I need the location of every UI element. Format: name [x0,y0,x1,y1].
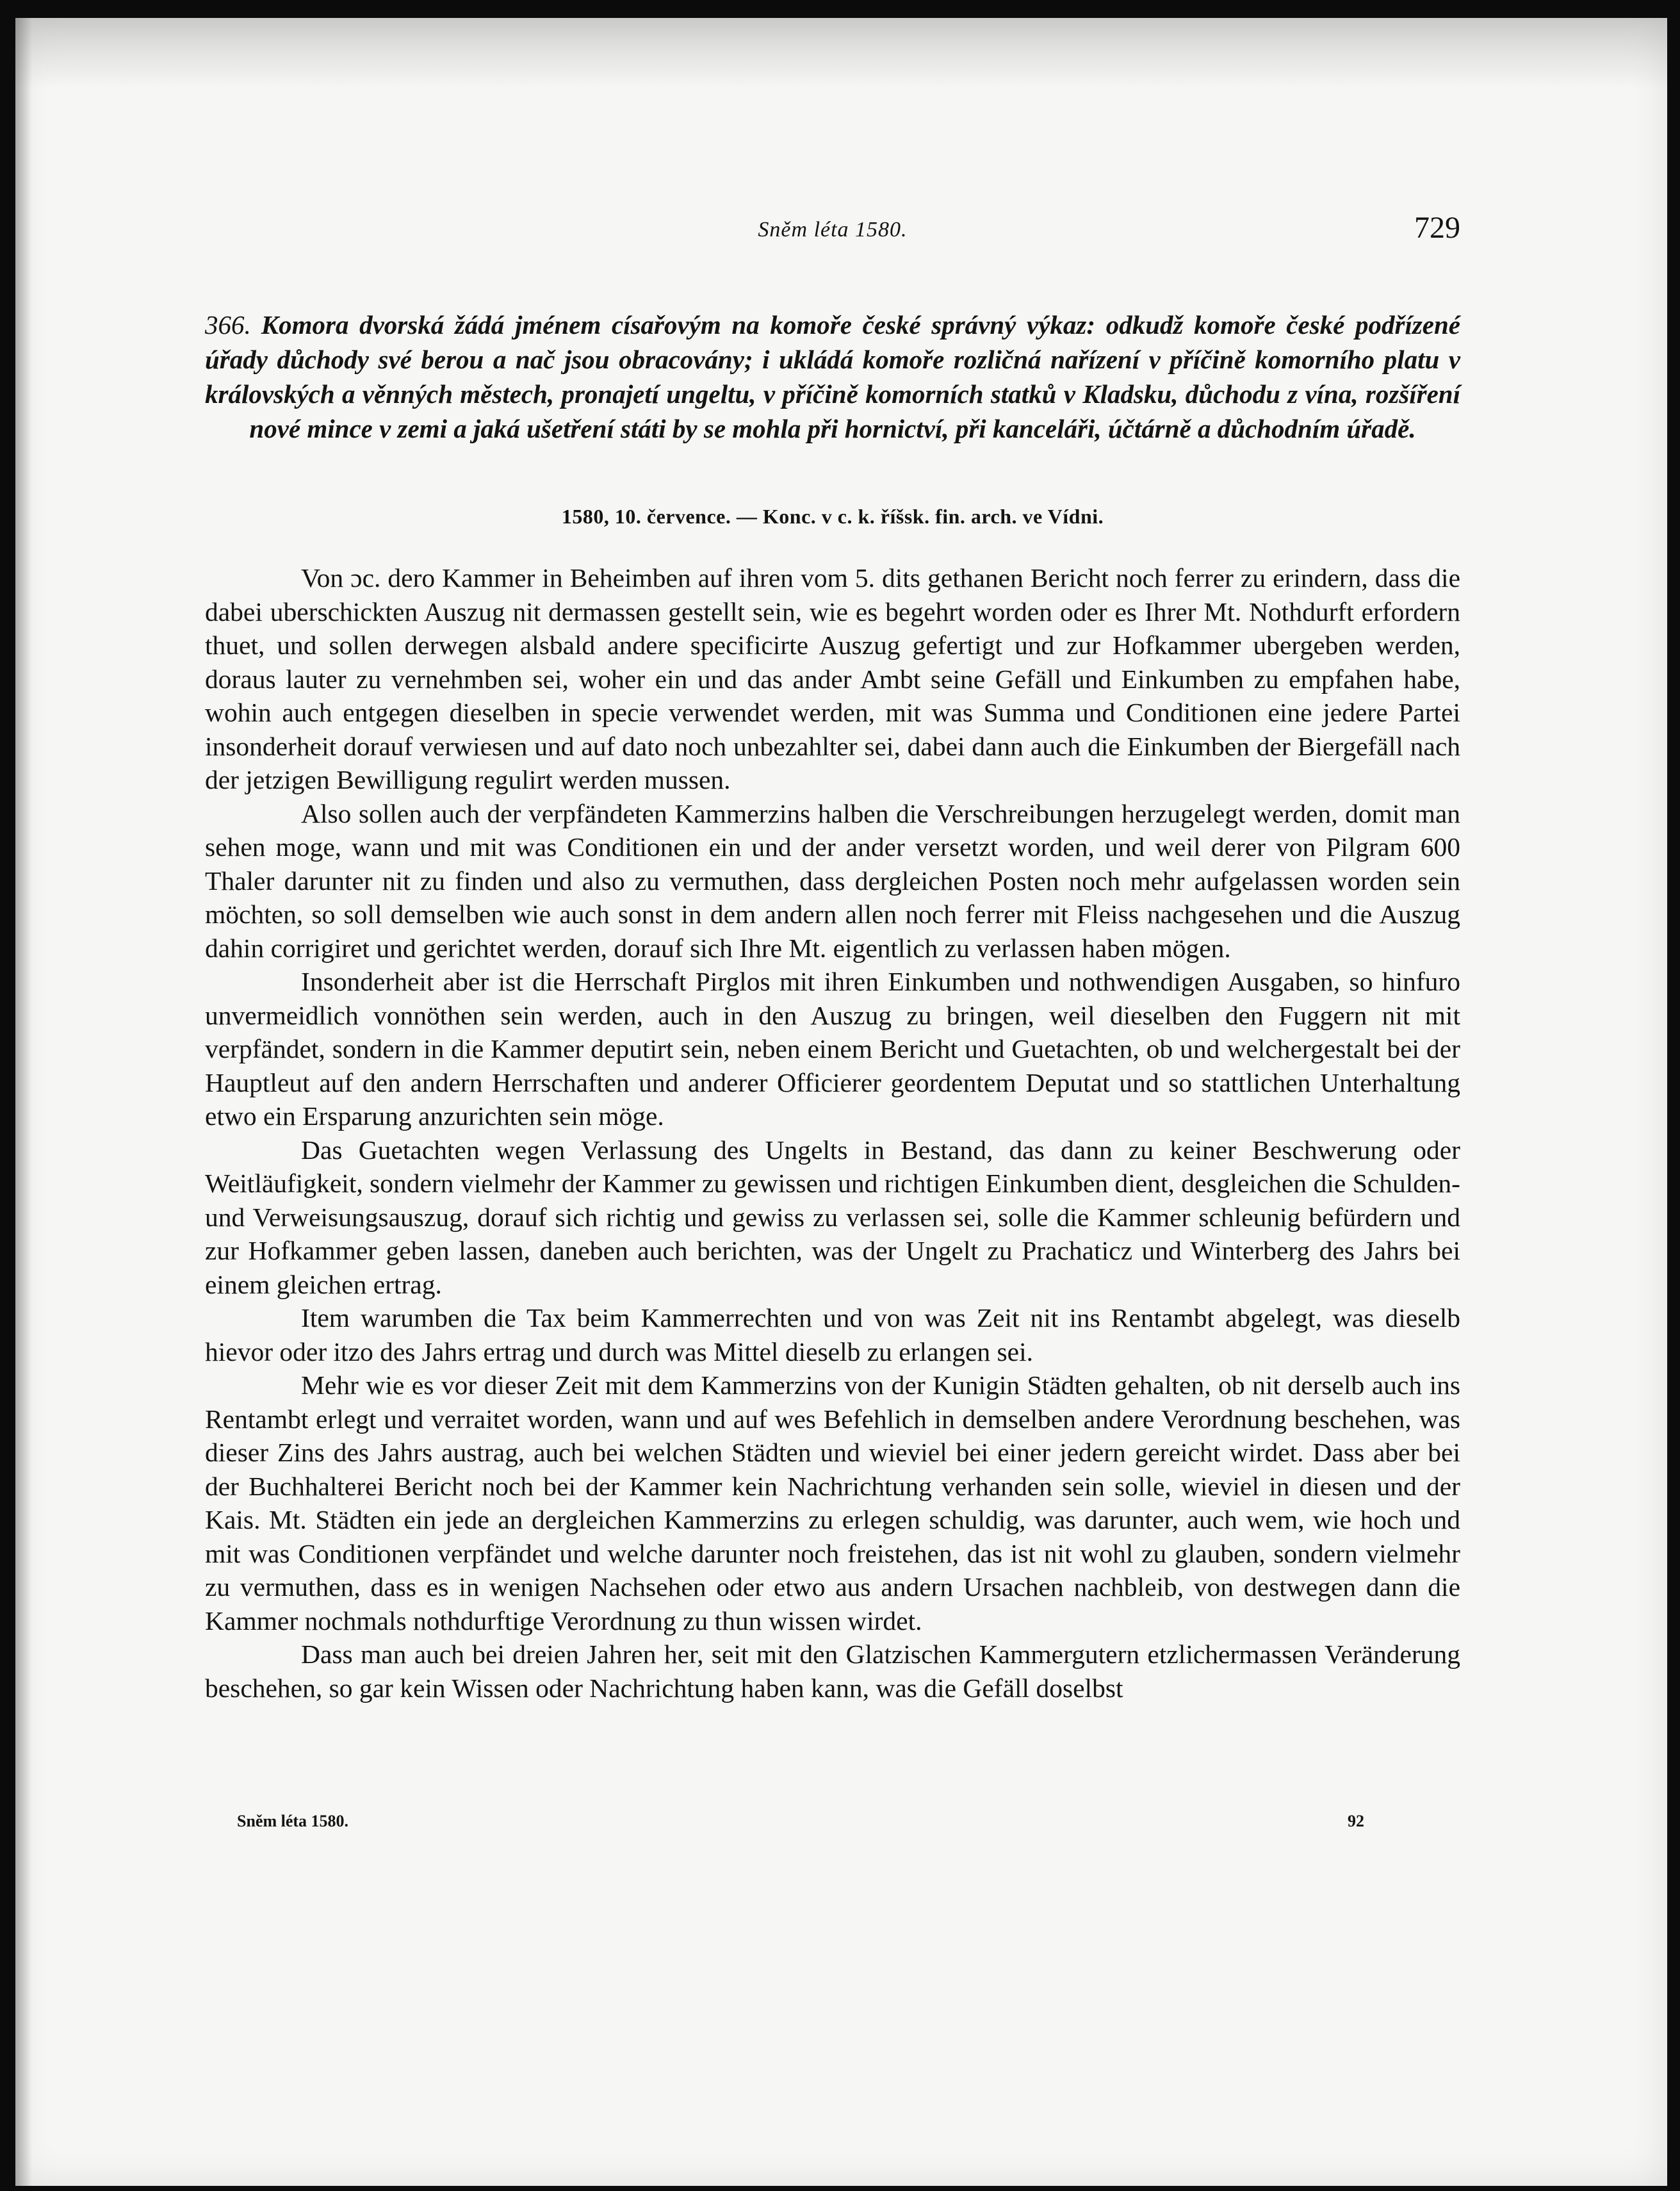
footer-sheet-number: 92 [1348,1812,1364,1830]
paragraph: Also sollen auch der verpfändeten Kammerzins halben die Verschreibungen herzugelegt werden, domit man sehen moge, wann und mit was Conditionen ein und der ander versetzt worden, und weil derer von Pilgram 600 Thaler darunter nit zu finden und also zu vermuthen, dass dergleichen Posten noch mehr aufgelassen worden sein möchten, so soll demselben wie auch sonst in dem andern allen noch ferrer mit Fleiss nachgesehen und die Auszug dahin corrigiret und gerichtet werden, dorauf sich Ihre Mt. eigentlich zu verlassen haben mögen. [205,798,1460,963]
source-line: 1580, 10. července. — Konc. v c. k. říšsk. fin. arch. ve Vídni. [561,505,1104,528]
paragraph: Dass man auch bei dreien Jahren her, seit mit den Glatzischen Kammergutern etzlichermassen Veränderung beschehen, so gar kein Wissen oder Nachrichtung haben kann, was die Gefäll doselbst [205,1639,1460,1703]
body-text [205,561,1460,1705]
paragraph: Insonderheit aber ist die Herrschaft Pirglos mit ihren Einkumben und nothwendigen Ausgaben, so hinfuro unvermeidlich vonnöthen sein werden, auch in den Auszug zu bringen, weil dieselben den Fuggern nit mit verpfändet, sondern in die Kammer deputirt sein, neben einem Bericht und Guetachten, ob und welchergestalt bei der Hauptleut auf den andern Herrschaften und anderer Officierer geordentem Deputat und so stattlichen Unterhaltung etwo ein Ersparung anzurichten sein möge. [205,967,1460,1131]
running-head [205,210,1460,249]
footer-signature: Sněm léta 1580. [237,1812,349,1830]
document-page [15,18,1667,2186]
document-heading [205,308,1460,446]
paragraph: Das Guetachten wegen Verlassung des Ungelts in Bestand, das dann zu keiner Beschwerung oder Weitläufigkeit, sondern vielmehr der Kammer zu gewissen und richtigen Einkumben dient, desgleichen die Schulden- und Verweisungsauszug, dorauf sich richtig und gewiss zu verlassen sei, solle die Kammer schleunig befürdern und zur Hofkammer geben lassen, daneben auch berichten, was der Ungelt zu Prachaticz und Winterberg des Jahrs bei einem gleichen ertrag. [205,1135,1460,1299]
running-title: Sněm léta 1580. [758,218,908,242]
paragraph: Mehr wie es vor dieser Zeit mit dem Kammerzins von der Kunigin Städten gehalten, ob nit derselb auch ins Rentambt erlegt und verraitet worden, wann und auf wes Befehlich in demselben andere Verordnung beschehen, was dieser Zins des Jahrs austrag, auch bei welchen Städten und wieviel bei einer jedern gereicht wirdet. Dass aber bei der Buchhalterei Bericht noch bei der Kammer kein Nachrichtung verhanden sein solle, wieviel in diesen und der Kais. Mt. Städten ein jede an dergleichen Kammerzins zu erlegen schuldig, was darunter, auch wem, wie hoch und mit was Conditionen verpfändet und welche darunter noch freistehen, das ist nit wohl zu glauben, sondern vielmehr zu vermuthen, dass es in wenigen Nachsehen oder etwo aus andern Ursachen nachbleib, von destwegen dann die Kammer nochmals nothdurftige Verordnung zu thun wissen wirdet. [205,1370,1460,1636]
heading-summary: Komora dvorská žádá jménem císařovým na komoře české správný výkaz: odkudž komoře české podřízené úřady důchody své berou a nač jsou obracovány; i ukládá komoře rozličná nařízení v příčině komorního platu v královských a věnných městech, pronajetí ungeltu, v příčině komorních statků v Kladsku, důchodu z vína, rozšíření nové mince v zemi a jaká ušetření státi by se mohla při hornictví, při kanceláři, účtárně a důchodním úřadě. [205,310,1460,443]
document-number: 366. [205,310,251,340]
page-number: 729 [1414,211,1460,245]
paragraph: Von ɔc. dero Kammer in Beheimben auf ihren vom 5. dits gethanen Bericht noch ferrer zu erindern, dass die dabei uberschickten Auszug nit dermassen gestellt sein, wie es begehrt worden oder es Ihrer Mt. Nothdurft erfordern thuet, und sollen derwegen alsbald andere specificirte Auszug gefertigt und zur Hofkammer ubergeben werden, doraus lauter zu vernehmben sei, woher ein und das ander Ambt seine Gefäll und Einkumben zu empfahen habe, wohin auch entgegen dieselben in specie verwendet werden, mit was Summa und Conditionen eine jedere Partei insonderheit dorauf verwiesen und auf dato noch unbezahlter sei, dabei dann auch die Einkumben der Biergefäll nach der jetzigen Bewilligung regulirt werden mussen. [205,563,1460,794]
paragraph: Item warumben die Tax beim Kammerrechten und von was Zeit nit ins Rentambt abgelegt, was dieselb hievor oder itzo des Jahrs ertrag und durch was Mittel dieselb zu erlangen sei. [205,1303,1460,1366]
page-footer [205,1812,1460,1837]
